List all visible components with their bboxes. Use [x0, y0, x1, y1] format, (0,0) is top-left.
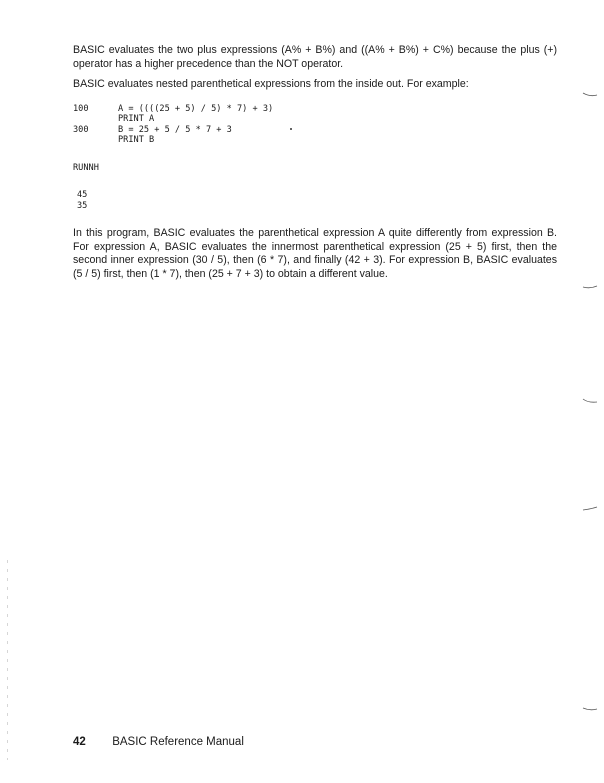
print-speck — [290, 128, 292, 130]
manual-title: BASIC Reference Manual — [112, 736, 244, 748]
margin-scan-mark — [582, 506, 598, 512]
binding-edge-marks — [6, 560, 9, 760]
output-line: 45 — [77, 190, 88, 200]
margin-scan-mark — [582, 398, 598, 404]
code-line-number: 100 — [73, 104, 89, 114]
margin-scan-mark — [582, 92, 598, 98]
code-statement: A = ((((25 + 5) / 5) * 7) + 3) — [118, 104, 274, 114]
code-statement: PRINT B — [118, 135, 155, 145]
run-command: RUNNH — [73, 163, 99, 173]
paragraph-nested-intro: BASIC evaluates nested parenthetical expressions from the inside out. For example: — [73, 78, 469, 90]
margin-scan-mark — [582, 706, 598, 712]
page-footer — [73, 735, 244, 749]
code-statement: PRINT A — [118, 114, 155, 124]
margin-scan-mark — [582, 284, 598, 290]
paragraph-evaluation-explanation: In this program, BASIC evaluates the parenthetical expression A quite differently from expression B. For expression A, BASIC evaluates the innermost parenthetical expression (25 + 5) first, then the second inner expression (30 / 5), then (6 * 7), and finally (42 + 3). For expression B, BASIC evaluates (5 / 5) first, then (1 * 7), then (25 + 7 + 3) to obtain a different value. — [73, 227, 557, 280]
page-number: 42 — [73, 736, 86, 748]
output-line: 35 — [77, 201, 88, 211]
code-statement: B = 25 + 5 / 5 * 7 + 3 — [118, 125, 232, 135]
code-line-number: 300 — [73, 125, 89, 135]
paragraph-plus-precedence: BASIC evaluates the two plus expressions (A% + B%) and ((A% + B%) + C%) because the plus (+) operator has a higher precedence than the NOT operator. — [73, 44, 557, 70]
